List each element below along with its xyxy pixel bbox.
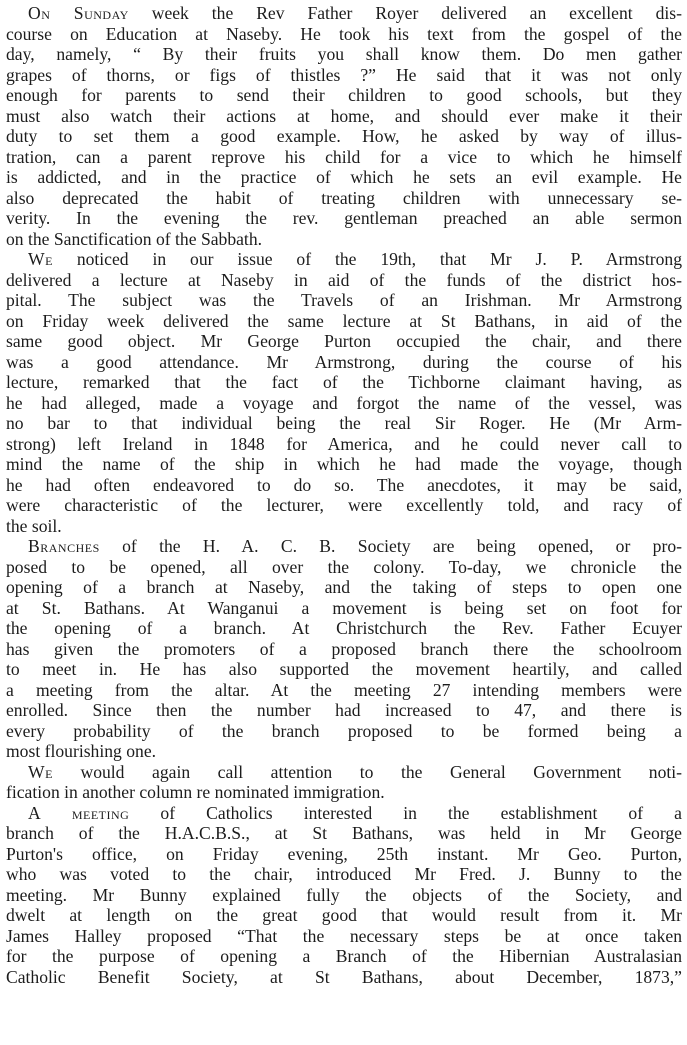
text-line: he had often endeavored to do so. The anecdotes, it may be said, (6, 474, 682, 495)
line-text: of Catholics interested in the establishment of a (129, 802, 682, 823)
text-line: most flourishing one. (6, 741, 157, 761)
text-line: lecture, remarked that the fact of the Tichborne claimant having, as (6, 372, 682, 392)
text-line: the opening of a branch. At Christchurch the Rev. Father Ecuyer (6, 618, 682, 638)
text-line: course on Education at Naseby. He took his text from the gospel of the (6, 23, 682, 44)
text-line: verity. In the evening the rev. gentleman preached an able sermon (6, 208, 682, 228)
text-line: dwelt at length on the great good that would result from it. Mr (6, 905, 682, 925)
lead-in-words: We (28, 249, 53, 269)
text-line: also deprecated the habit of treating children with unnecessary se- (6, 187, 682, 208)
text-line: pital. The subject was the Travels of an Irishman. Mr Armstrong (6, 290, 682, 310)
text-line: has given the promoters of a proposed branch there the schoolroom (6, 638, 682, 659)
lead-in-words: A meeting (28, 802, 130, 823)
text-line: opening of a branch at Naseby, and the taking of steps to open one (6, 577, 682, 597)
text-line (6, 249, 682, 270)
text-line: the soil. (6, 515, 62, 536)
text-line: grapes of thorns, or figs of thistles ?” He said that it was not only (6, 64, 682, 85)
text-line (6, 536, 682, 557)
text-line: posed to be opened, all over the colony. To-day, we chronicle the (6, 556, 682, 577)
text-line (6, 3, 682, 24)
line-text: of the H. A. C. B. Society are being opened, or pro- (99, 536, 682, 556)
text-line: was a good attendance. Mr Armstrong, during the course of his (6, 351, 682, 372)
lead-in-words: Branches (28, 536, 100, 556)
text-line (6, 762, 682, 783)
text-line: on the Sanctification of the Sabbath. (6, 228, 263, 249)
line-text: noticed in our issue of the 19th, that Mr J. P. Armstrong (52, 249, 682, 269)
line-text: would again call attention to the General Government noti- (52, 761, 682, 782)
text-line: for the purpose of opening a Branch of the Hibernian Australasian (6, 946, 682, 966)
text-line: meeting. Mr Bunny explained fully the objects of the Society, and (6, 884, 682, 905)
paragraph-royer-sermon (6, 3, 682, 249)
line-text: week the Rev Father Royer delivered an excellent dis- (128, 3, 682, 23)
text-line: on Friday week delivered the same lecture at St Bathans, in aid of the (6, 310, 682, 331)
text-line: is addicted, and in the practice of which he sets an evil example. He (6, 167, 682, 187)
text-line: same good object. Mr George Purton occupied the chair, and there (6, 331, 682, 351)
text-line: who was voted to the chair, introduced Mr Fred. J. Bunny to the (6, 864, 682, 884)
text-line: delivered a lecture at Naseby in aid of the funds of the district hos- (6, 269, 682, 290)
text-line: Purton's office, on Friday evening, 25th instant. Mr Geo. Purton, (6, 843, 682, 864)
text-line: strong) left Ireland in 1848 for America, and he could never call to (6, 433, 682, 454)
lead-in-words: We (28, 761, 53, 782)
text-line: day, namely, “ By their fruits you shall know them. Do men gather (6, 44, 682, 64)
text-line: to meet in. He has also supported the movement heartily, and called (6, 659, 682, 679)
text-line: at St. Bathans. At Wanganui a movement is being set on foot for (6, 597, 682, 618)
lead-in-words: On Sunday (28, 3, 129, 23)
text-line: a meeting from the altar. At the meeting 27 intending members were (6, 679, 682, 700)
text-line: he had alleged, made a voyage and forgot the name of the vessel, was (6, 392, 682, 413)
text-line: no bar to that individual being the real Sir Roger. He (Mr Arm- (6, 413, 682, 433)
text-line: must also watch their actions at home, and should ever make it their (6, 105, 682, 126)
paragraph-hacb-branches (6, 536, 682, 762)
text-line: fication in another column re nominated immigration. (6, 782, 385, 802)
text-line: mind the name of the ship in which he had made the voyage, though (6, 454, 682, 474)
text-line: James Halley proposed “That the necessary steps be at once taken (6, 925, 682, 946)
text-line: every probability of the branch proposed to be formed being a (6, 720, 682, 741)
text-line: were characteristic of the lecturer, were excellently told, and racy of (6, 495, 682, 515)
text-line (6, 803, 682, 824)
paragraph-immigration-notice (6, 762, 682, 803)
paragraph-armstrong-lecture (6, 249, 682, 536)
text-line: enough for parents to send their children to good schools, but they (6, 85, 682, 105)
text-line: branch of the H.A.C.B.S., at St Bathans, was held in Mr George (6, 823, 682, 843)
text-line: enrolled. Since then the number had increased to 47, and there is (6, 700, 682, 720)
text-line: tration, can a parent reprove his child for a vice to which he himself (6, 146, 682, 167)
text-line: Catholic Benefit Society, at St Bathans, about December, 1873,” (6, 966, 682, 987)
text-line: duty to set them a good example. How, he asked by way of illus- (6, 126, 682, 146)
paragraph-st-bathans-meeting (6, 803, 682, 988)
